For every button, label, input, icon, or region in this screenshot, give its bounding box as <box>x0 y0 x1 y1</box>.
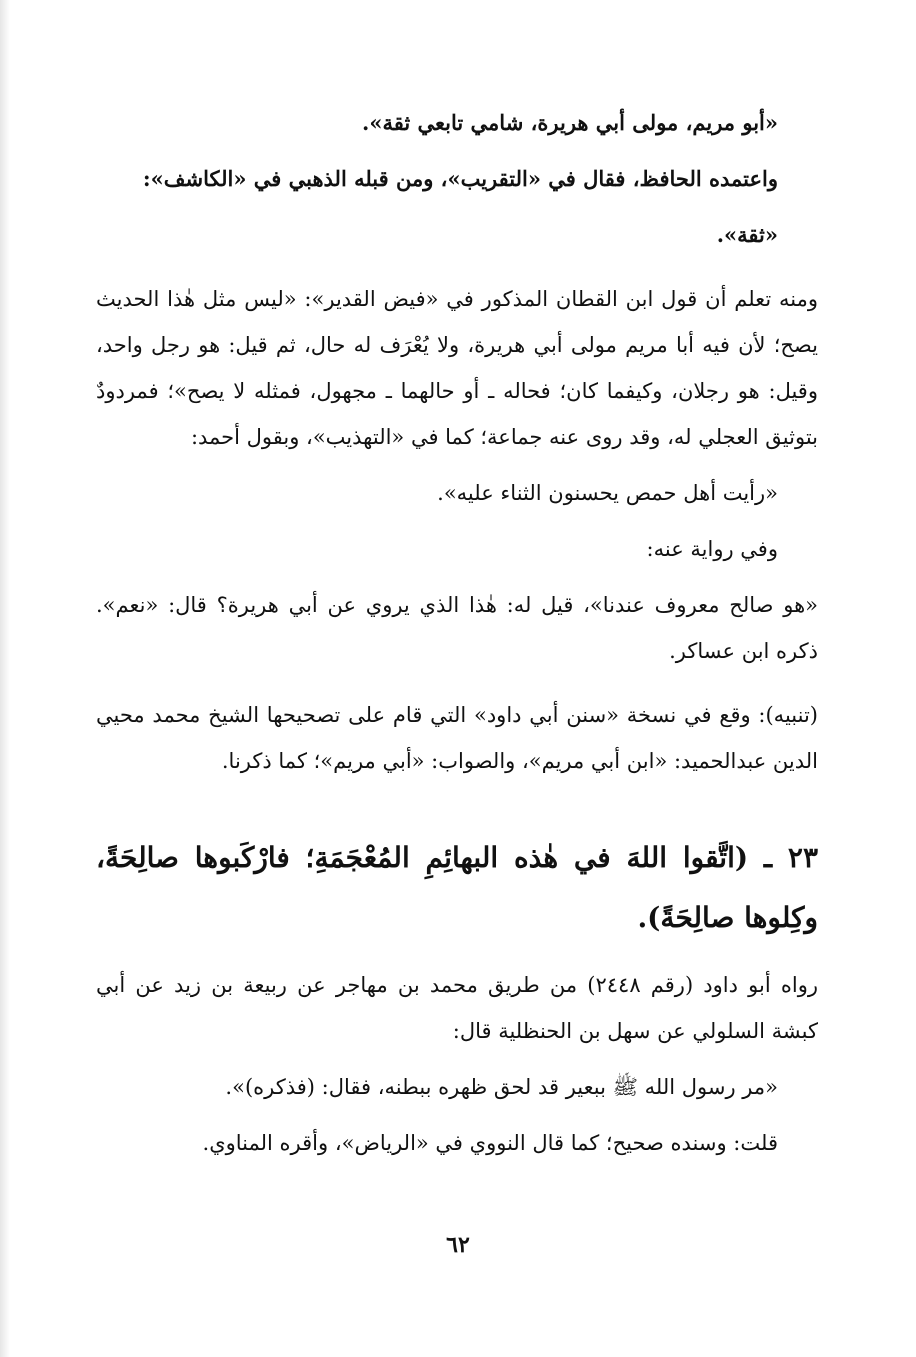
scan-edge-shadow <box>0 0 10 1357</box>
paragraph-riwaya: وفي رواية عنه: <box>646 537 778 561</box>
paragraph-hafiz: واعتمده الحافظ، فقال في «التقريب»، ومن قبله الذهبي في «الكاشف»: <box>142 166 778 191</box>
paragraph-tanbih: (تنبيه): وقع في نسخة «سنن أبي داود» التي قام على تصحيحها الشيخ محمد محيي الدين عبدالحميد: «ابن أبي مريم»، والصواب: «أبي مريم»؛ كما ذكرنا. <box>96 703 818 773</box>
quote-salih-maruf: «هو صالح معروف عندنا»، قيل له: هٰذا الذي يروي عن أبي هريرة؟ قال: «نعم». ذكره ابن عساكر. <box>96 593 818 663</box>
paragraph-ibn-qattan: ومنه تعلم أن قول ابن القطان المذكور في «فيض القدير»: «ليس مثل هٰذا الحديث يصح؛ لأن فيه أبا مريم مولى أبي هريرة، ولا يُعْرَف له حال، ثم قيل: هو رجل واحد، وقيل: هو رجلان، وكيفما كان؛ فحاله ـ أو حالهما ـ مجهول، فمثله لا يصح»؛ فمردودٌ بتوثيق العجلي له، وقد روى عنه جماعة؛ كما في «التهذيب»، وبقول أحمد: <box>96 287 818 449</box>
hadith-heading: ٢٣ ـ (اتَّقوا اللهَ في هٰذه البهائِمِ المُعْجَمَةِ؛ فارْكَبوها صالِحَةً، وكِلوها صالِحَةً). <box>96 841 818 934</box>
paragraph-abu-dawud: رواه أبو داود (رقم ٢٤٤٨) من طريق محمد بن مهاجر عن ربيعة بن زيد عن أبي كبشة السلولي عن سهل بن الحنظلية قال: <box>96 973 818 1043</box>
quote-thiqa: «ثقة». <box>716 222 778 247</box>
paragraph-qultu: قلت: وسنده صحيح؛ كما قال النووي في «الرياض»، وأقره المناوي. <box>202 1131 778 1155</box>
quote-rasul: «مر رسول الله ﷺ ببعير قد لحق ظهره ببطنه، فقال: (فذكره)». <box>225 1075 778 1099</box>
page-number: ٦٢ <box>446 1232 470 1258</box>
quote-abu-maryam: «أبو مريم، مولى أبي هريرة، شامي تابعي ثقة». <box>362 110 778 135</box>
quote-ahl-hims: «رأيت أهل حمص يحسنون الثناء عليه». <box>437 481 778 505</box>
page-body <box>96 100 818 1166</box>
